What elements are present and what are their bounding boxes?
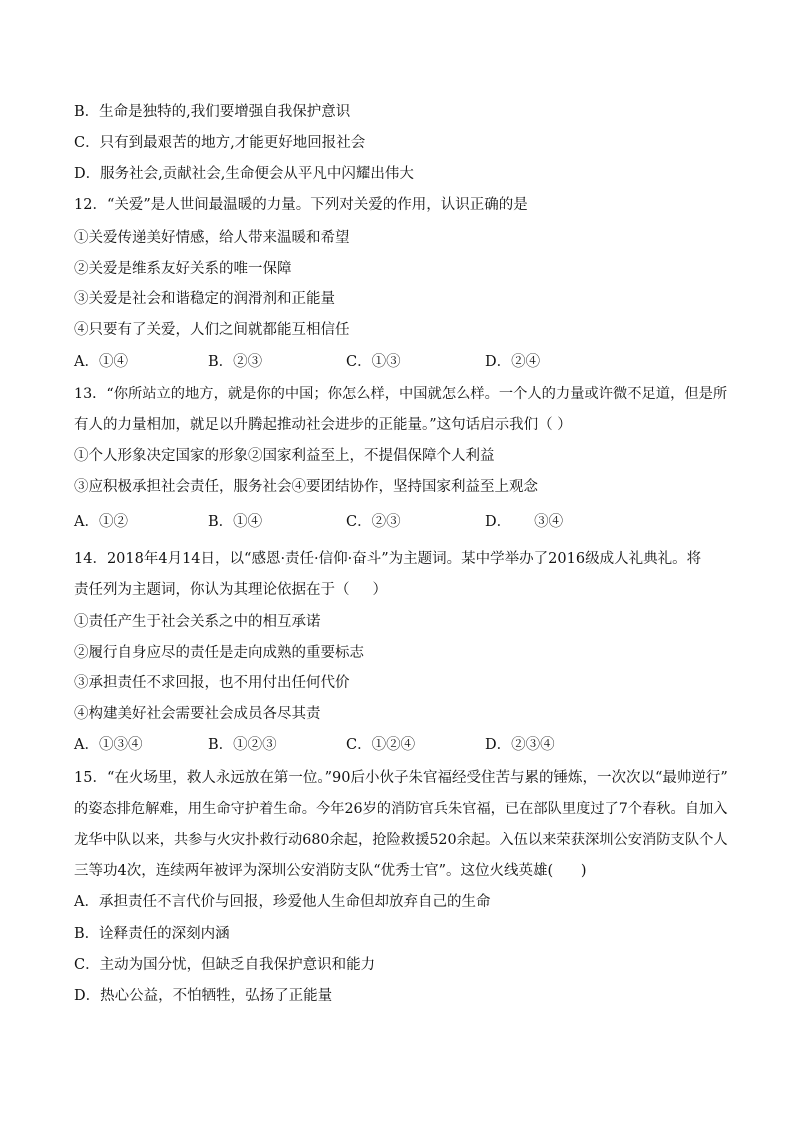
q13-option-a: A．①② <box>74 514 128 530</box>
q12-option-a: A．①④ <box>74 354 128 370</box>
q12-statement-2: ②关爱是维系友好关系的唯一保障 <box>74 261 292 277</box>
q15-option-d: D．热心公益，不怕牺牲，弘扬了正能量 <box>74 988 333 1004</box>
q13-stem-line-1: 13．“你所站立的地方，就是你的中国；你怎么样，中国就怎么样。一个人的力量或许微不足道，但是所 <box>74 386 728 402</box>
q12-option-c: C．①③ <box>346 354 401 370</box>
q12-statement-1: ①关爱传递美好情感，给人带来温暖和希望 <box>74 230 350 246</box>
q14-statement-2: ②履行自身应尽的责任是走向成熟的重要标志 <box>74 645 364 661</box>
q14-option-b: B．①②③ <box>208 737 277 753</box>
q14-option-a: A．①③④ <box>74 737 143 753</box>
q15-stem-line-2: 的姿态排危解难，用生命守护着生命。今年26岁的消防官兵朱官福，已在部队里度过了7个春秋。自加入 <box>74 801 728 817</box>
q13-statements-3-4: ③应积极承担社会责任，服务社会④要团结协作，坚持国家利益至上观念 <box>74 479 538 495</box>
q13-stem-line-2: 有人的力量相加，就足以升腾起推动社会进步的正能量。”这句话启示我们（ ） <box>74 417 572 433</box>
q13-option-d: D． ③④ <box>485 514 564 530</box>
q15-option-c: C．主动为国分忧，但缺乏自我保护意识和能力 <box>74 957 376 973</box>
q12-stem: 12．“关爱”是人世间最温暖的力量。下列对关爱的作用，认识正确的是 <box>74 197 528 213</box>
q14-option-d: D．②③④ <box>485 737 555 753</box>
q14-option-c: C．①②④ <box>346 737 416 753</box>
q14-statement-1: ①责任产生于社会关系之中的相互承诺 <box>74 614 321 630</box>
q15-stem-line-3: 龙华中队以来，共参与火灾扑救行动680余起，抢险救援520余起。入伍以来荣获深圳公安消防支队个人 <box>74 832 728 848</box>
q14-stem-line-2: 责任列为主题词，你认为其理论依据在于（ ） <box>74 582 388 598</box>
q12-statement-4: ④只要有了关爱，人们之间就都能互相信任 <box>74 322 350 338</box>
q11-option-c: C．只有到最艰苦的地方,才能更好地回报社会 <box>74 135 366 151</box>
q14-statement-4: ④构建美好社会需要社会成员各尽其责 <box>74 706 321 722</box>
q13-statements-1-2: ①个人形象决定国家的形象②国家利益至上，不提倡保障个人利益 <box>74 448 495 464</box>
q14-stem-line-1: 14．2018年4月14日，以“感恩·责任·信仰·奋斗”为主题词。某中学举办了2016级成人礼典礼。将 <box>74 551 702 567</box>
q15-stem-line-4: 三等功4次，连续两年被评为深圳公安消防支队“优秀士官”。这位火线英雄( ) <box>74 863 587 879</box>
q15-stem-line-1: 15．“在火场里，救人永远放在第一位。”90后小伙子朱官福经受住苦与累的锤炼，一次次以“最帅逆行” <box>74 770 728 786</box>
q15-option-a: A．承担责任不言代价与回报，珍爱他人生命但却放弃自己的生命 <box>74 894 491 910</box>
q13-option-b: B．①④ <box>208 514 263 530</box>
q12-option-b: B．②③ <box>208 354 263 370</box>
q11-option-b: B．生命是独特的,我们要增强自我保护意识 <box>74 104 351 120</box>
q12-option-d: D．②④ <box>485 354 541 370</box>
q13-option-c: C．②③ <box>346 514 401 530</box>
q12-statement-3: ③关爱是社会和谐稳定的润滑剂和正能量 <box>74 291 335 307</box>
q11-option-d: D．服务社会,贡献社会,生命便会从平凡中闪耀出伟大 <box>74 166 414 182</box>
q15-option-b: B．诠释责任的深刻内涵 <box>74 926 230 942</box>
q14-statement-3: ③承担责任不求回报，也不用付出任何代价 <box>74 675 350 691</box>
